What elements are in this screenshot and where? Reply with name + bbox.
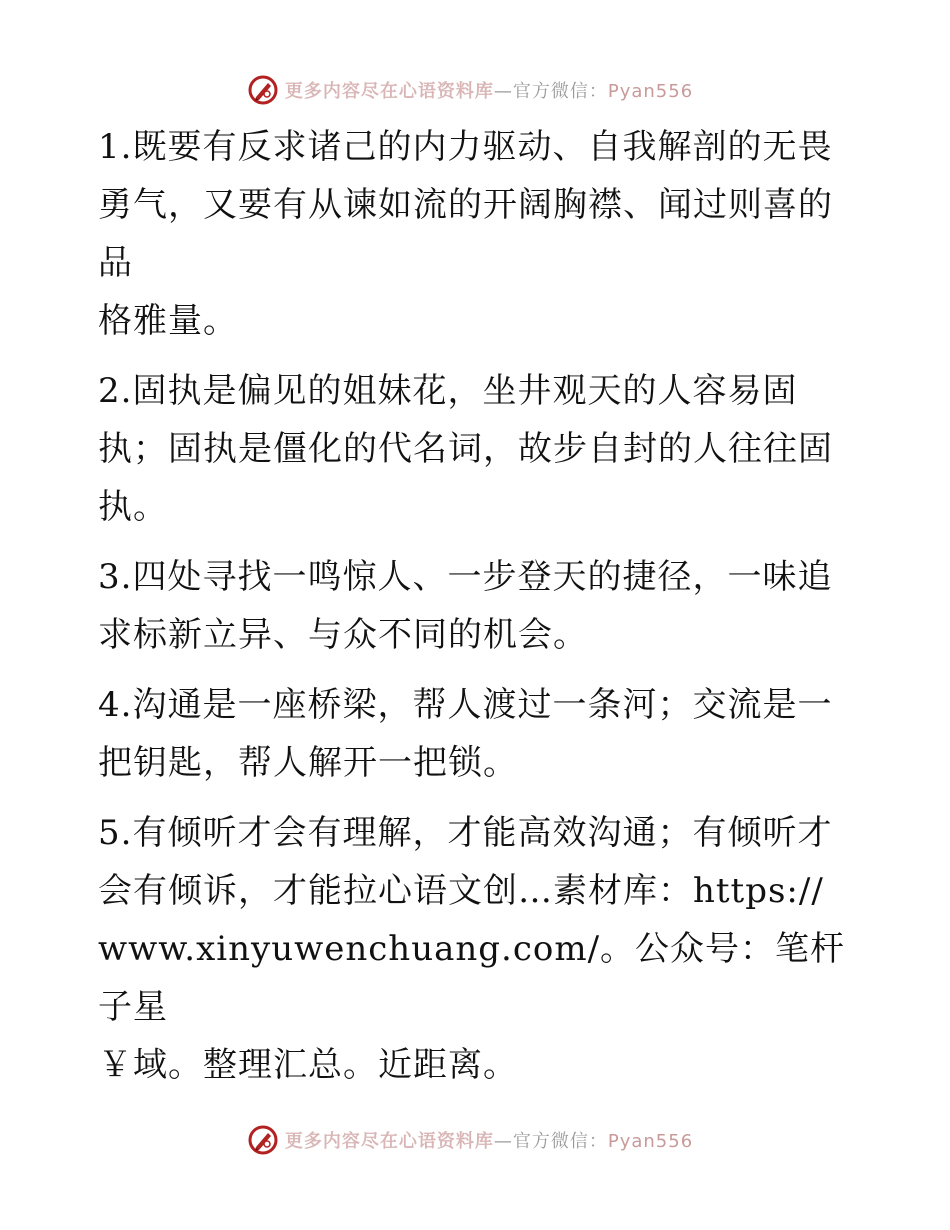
header-banner (0, 70, 950, 110)
footer-wechat-id: Pyan556 (607, 1131, 694, 1152)
paragraph-4: 4.沟通是一座桥梁，帮人渡过一条河；交流是一 把钥匙，帮人解开一把锁。 (98, 685, 833, 783)
header-wechat-id: Pyan556 (607, 81, 694, 102)
footer-promo-text: 更多内容尽在心语资料库 (284, 1131, 494, 1152)
paragraph-3: 3.四处寻找一鸣惊人、一步登天的捷径，一味追 求标新立异、与众不同的机会。 (98, 557, 833, 655)
header-banner-text (285, 77, 693, 103)
paragraph-1: 1.既要有反求诸己的内力驱动、自我解剖的无畏 勇气，又要有从谏如流的开阔胸襟、闻过则喜的品 格雅量。 (98, 127, 833, 341)
footer-banner (0, 1120, 950, 1160)
header-dash: — (493, 81, 513, 102)
header-banner-content (247, 74, 693, 106)
footer-banner-content (247, 1124, 693, 1156)
pen-circle-logo-icon (247, 74, 279, 106)
footer-dash: — (493, 1131, 513, 1152)
footer-banner-text (285, 1127, 693, 1153)
footer-official-label: 官方微信： (512, 1131, 608, 1152)
pen-circle-logo-icon (247, 1124, 279, 1156)
header-official-label: 官方微信： (512, 81, 608, 102)
header-promo-text: 更多内容尽在心语资料库 (284, 81, 494, 102)
document-body (98, 118, 858, 1094)
paragraph-5: 5.有倾听才会有理解，才能高效沟通；有倾听才 会有倾诉，才能拉心语文创…素材库：https:// www.xinyuwenchuang.com/。公众号：笔杆子星 ￥域。整理汇总。近距离。 (98, 813, 846, 1085)
paragraph-2: 2.固执是偏见的姐妹花，坐井观天的人容易固 执；固执是僵化的代名词，故步自封的人往往固 执。 (98, 371, 833, 527)
